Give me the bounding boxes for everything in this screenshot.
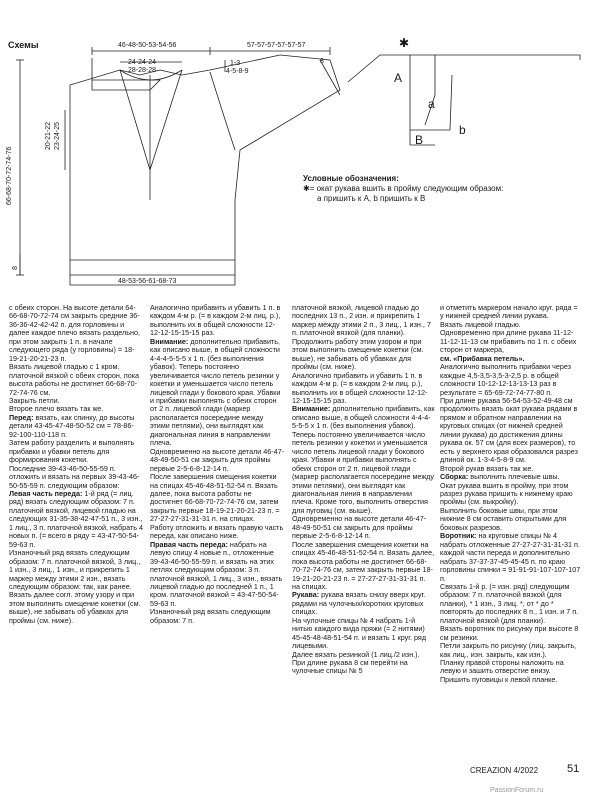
paragraph	[9, 465, 144, 490]
paragraph-text: Продолжить работу этим узором и при этом выполнить смещение кокетки (см. выше), не забывать об убавках для проймы (см. ниже).	[292, 336, 424, 372]
paragraph-text: рукава вязать снизу вверх круг. рядами на чулочных/коротких круговых спицах.	[292, 590, 426, 617]
paragraph-text: Вязать лицевой гладью.	[440, 319, 521, 329]
paragraph-text: При длине рукава 56-54-53-52-49-48 см продолжить вязать окат рукава рядами в прямом и обратном направлении на круговых спицах (от нижней средней линии рукава) до достижения длины рукава ок. 57 см (для всех размеров), то есть у верхнего края образовался разрез длиной ок. 1-3-4-5-8-9 см.	[440, 395, 578, 465]
paragraph-text: Петли закрыть по рисунку (лиц. закрыть, как лиц., изн. закрыть, как изн.).	[440, 641, 577, 659]
armhole-label-2: 23-24-25	[54, 121, 61, 150]
body-outline	[70, 55, 340, 285]
paragraph-heading: Внимание:	[292, 404, 331, 414]
paragraph-text: Последние 39-43-46-50-55-59 п. отложить и вязать на первых 39-43-46-50-55-59 п. следующим образом:	[9, 463, 140, 490]
paragraph	[440, 659, 583, 676]
paragraph	[440, 329, 583, 354]
paragraph	[292, 304, 435, 338]
sleeve-insert-outline	[348, 55, 435, 125]
paragraph-text: Далее вязать резинкой (1 лиц./2 изн.).	[292, 649, 420, 659]
paragraph	[292, 405, 435, 430]
paragraph-heading: Рукава:	[292, 590, 320, 600]
watermark: PassionForum.ru	[490, 787, 544, 794]
paragraph-text: Изнаночный ряд вязать следующим образом: 7 п. платочной вязкой, 3 лиц., 1 изн., 3 лиц., 1 изн., и прикрепить 1 маркер между этими 2 изн., вязать следующим образом: так, как ранее.	[9, 548, 141, 591]
paragraph-text: дополнительно прибавить, как описано выше, в общей сложности 4-4-4-5-5-5 х 1 п. (без выполнения убавок). Теперь постоянно увеличивается число петель резинки у кокетки и уменьшается число петель лицевой глади у бокового края. Убавки и прибавки выполнять с обеих сторон от 2 п. лицевой глади (маркер располагается посередине между этими петлями), они выглядят как диагональная линия в направлении плеча.	[150, 336, 281, 448]
paragraph	[9, 439, 144, 464]
paragraph	[292, 541, 435, 592]
paragraph	[440, 363, 583, 397]
paragraph-heading: Правая часть переда:	[150, 539, 228, 549]
paragraph-text: Второй рукав вязать так же.	[440, 463, 534, 473]
paragraph	[440, 304, 583, 321]
paragraph	[292, 591, 435, 616]
paragraph-text: с обеих сторон. На высоте детали 64-66-68-70-72-74 см закрыть средние 36-36-36-42-42-42 п. для горловины и далее каждое плечо вязать раздельно, при этом закрыть 1 п. в начале следующего ряда (у горловины) = 18-19-21-20-21-23 п.	[9, 303, 140, 363]
paragraph-heading: Воротник:	[440, 531, 477, 541]
paragraph	[150, 473, 285, 524]
paragraph-text: Одновременно при длине рукава 11-12-11-12-11-13 см прибавить по 1 п. с обеих сторон от маркера,	[440, 328, 577, 355]
paragraph	[440, 676, 583, 684]
label-a-lower: a	[428, 97, 435, 111]
paragraph-heading: см. «Прибавка петель».	[440, 353, 525, 363]
rib-height-label: 8	[12, 266, 19, 270]
paragraph-text: на круговые спицы № 4 набрать отложенные 27-27-27-31-31-31 п. каждой части переда и дополнительно набрать 37-37-37-45-45-45 п. по краю горловины спинки = 91-91-91-107-107-107 п.	[440, 531, 581, 583]
paragraph-text: платочной вязкой, лицевой гладью до последних 13 п., 2 изн. и прикрепить 1 маркер между этими 2 п., 3 лиц., 1 изн., 7 п. платочной вязкой (для планки).	[292, 303, 431, 338]
star-marker-icon: ✱	[399, 36, 410, 50]
magazine-name: CREAZION 4/2022	[470, 766, 539, 775]
paragraph-text: вязать, как спинку, до высоты детали 43-45-47-48-50-52 см = 78-86-92-100-110-118 п.	[9, 412, 135, 439]
bottom-width-label: 48-53-56-61-68-73	[118, 278, 177, 285]
paragraph-text: После завершения смещения кокетки на спицах 45-46-48-51-52-54 п. Вязать далее, пока высота работы не достигнет 66-68-70-72-74-76 см, затем закрыть первые 18-19-21-20-21-23 п. = 27-27-27-31-31-31 п. на спицах.	[150, 472, 280, 524]
schematic-title: Схемы	[8, 40, 39, 50]
paragraph-text: Одновременно на высоте детали 46-47-48-49-50-51 см закрыть для проймы первые 2-5-6-8-12-14 п.	[292, 514, 427, 541]
paragraph-text: На чулочные спицы № 4 набрать 1-й нитью каждого вида пряжи (= 2 нитями) 45-45-48-48-51-54 п. и вязать 1 круг. ряд лицевыми.	[292, 615, 427, 651]
paragraph-text: Окат рукава вшить в пройму, при этом разрез рукава пришить к нижнему краю проймы (см. выкройку).	[440, 480, 573, 507]
paragraph-text: При длине рукава 8 см перейти на чулочные спицы № 5	[292, 658, 408, 676]
total-height-label: 66-68-70-72-74-76	[6, 146, 13, 205]
text-column-1	[9, 304, 144, 625]
paragraph	[292, 617, 435, 651]
legend-star-icon: ✱	[303, 184, 310, 193]
paragraph	[9, 414, 144, 439]
paragraph-text: дополнительно прибавить, как описано выше, в общей сложности 4-4-4-5-5-5 х 1 п. (без выполнения убавок).	[292, 404, 435, 431]
paragraph	[9, 549, 144, 591]
paragraph	[440, 625, 583, 642]
paragraph-text: Пришить пуговицы к левой планке.	[440, 674, 558, 684]
paragraph	[150, 448, 285, 473]
paragraph	[440, 642, 583, 659]
armhole-label: 20-21-22	[45, 121, 52, 150]
paragraph-text: Изнаночный ряд вязать следующим образом: 7 п.	[150, 607, 271, 625]
paragraph-heading: Сборка:	[440, 472, 469, 482]
page-number: 51	[567, 763, 580, 775]
text-column-2	[150, 304, 285, 625]
paragraph	[150, 608, 285, 625]
paragraph-heading: Левая часть переда:	[9, 488, 83, 498]
paragraph-text: Планку правой стороны наложить на левую и зашить отверстие внизу.	[440, 658, 564, 676]
paragraph	[292, 515, 435, 540]
paragraph-text: выполнить плечевые швы.	[468, 472, 560, 482]
top-width-label: 46-48-50-53-54-56	[118, 42, 177, 49]
paragraph	[9, 304, 144, 363]
paragraph	[440, 507, 583, 532]
paragraph	[440, 397, 583, 465]
sleeve-width-label: 57-57-57-57-57-57	[247, 42, 306, 49]
paragraph-text: Вязать воротник по рисунку при высоте 8 см резинки.	[440, 624, 579, 642]
paragraph	[150, 304, 285, 338]
paragraph-text: Аналогично прибавить и убавить 1 п. в каждом 4-м р. (= в каждом 2-м лиц. р.), выполнить их в общей сложности 12-12-12-15-15-15 раз.	[150, 303, 281, 338]
paragraph	[292, 372, 435, 406]
paragraph-text: Второе плечо вязать так же.	[9, 404, 104, 414]
paragraph	[150, 338, 285, 448]
neck-depth-label-2: 4-5-8-9	[226, 68, 249, 75]
paragraph-text: Закрыть петли.	[9, 395, 60, 405]
paragraph-text: Вязать лицевой гладью с 1 кром. платочной вязкой с обеих сторон, пока высота работы не достигнет 66-68-70-72-74-76 см.	[9, 362, 140, 397]
text-column-3	[292, 304, 435, 676]
paragraph-text: Связать 1-й р. (= изн. ряд) следующим образом: 7 п. платочной вязкой (для планки), * 1 изн., 3 лиц. *, от * до * повторять до последних 8 п., 1 изн. и 7 п. платочной вязкой (для планки).	[440, 581, 579, 625]
paragraph	[292, 431, 435, 516]
paragraph	[440, 583, 583, 625]
legend-line-1: ✱= окат рукава вшить в пройму следующим образом:	[303, 184, 504, 193]
label-a-upper: A	[394, 71, 403, 85]
paragraph-heading: Внимание:	[150, 336, 189, 346]
neck-width-label-2: 28-28-28	[128, 67, 157, 74]
paragraph	[9, 490, 144, 549]
paragraph-text: набрать на левую спицу 4 новые п., отложенные 39-43-46-50-55-59 п. и вязать на этих петлях следующим образом: 3 п. платочной вязкой, 1 лиц., 3 изн., вязать лицевой гладью до последней 1 п., 1 кром. платочной вязкой = 43-47-50-54-59-63 п.	[150, 539, 283, 608]
paragraph-text: Выполнить боковые швы, при этом нижние 8 см оставить открытыми для боковых разрезов.	[440, 505, 567, 532]
text-column-4	[440, 304, 583, 684]
paragraph-text: и отметить маркером начало круг. ряда = у нижней средней линии рукава.	[440, 303, 578, 321]
paragraph-heading: Перед:	[9, 412, 34, 422]
paragraph-text: Аналогично прибавить и убавить 1 п. в каждом 4-м р. (= в каждом 2-м лиц. р.), выполнить их в общей сложности 12-12-12-15-15-15 раз.	[292, 370, 428, 405]
sleeve-cuff-label: 8	[320, 58, 324, 65]
paragraph	[150, 524, 285, 541]
paragraph	[150, 541, 285, 609]
paragraph	[9, 363, 144, 397]
paragraph-text: Теперь постоянно увеличивается число петель резинки у кокетки и уменьшается число петель лицевой глади у бокового края. Убавки и прибавки выполнять с обеих сторон от 2 п. лицевой глади (маркер располагается посередине между этими петлями), они выглядят как диагональная линия в направлении плеча. Кроме того, выполнить отверстия для пуговиц (см. выше).	[292, 429, 434, 515]
paragraph	[292, 338, 435, 372]
paragraph	[9, 591, 144, 625]
label-b-lower: b	[459, 123, 466, 137]
paragraph-text: Аналогично выполнить прибавки через каждые 4,5-3,5-3,5-3-2,5 р. в общей сложности 10-12-12-13-13-13 раз в результате = 65-69-72-74-77-80 п.	[440, 362, 572, 397]
paragraph-text: 1-й ряд (= лиц. ряд) вязать следующим образом: 7 п. платочной вязкой, лицевой гладью на следующих 31-35-38-42-47-51 п., 3 изн., 1 лиц., 3 п. платочной вязкой, набрать 4 новых п. (= всего в ряду = 43-47-50-54-59-63 п.	[9, 488, 143, 549]
neck-width-label: 24-24-24	[128, 59, 157, 66]
paragraph	[292, 659, 435, 676]
legend-title: Условные обозначения:	[303, 174, 399, 183]
paragraph-text: Работу отложить и вязать правую часть переда, как описано ниже.	[150, 522, 284, 541]
paragraph-text: Одновременно на высоте детали 46-47-48-49-50-51 см закрыть для проймы первые 2-5-6-8-12-14 п.	[150, 446, 285, 473]
paragraph-text: После завершения смещения кокетки на спицах 45-46-48-51-52-54 п. Вязать далее, пока высота работы не достигнет 66-68-70-72-74-76 см, затем закрыть первые 18-19-21-20-21-23 п. = 27-27-27-31-31-31 п. на спицах.	[292, 539, 435, 591]
paragraph	[440, 532, 583, 583]
paragraph	[440, 482, 583, 507]
paragraph-text: Затем работу разделить и выполнять прибавки и убавки петель для формирования кокетки.	[9, 438, 135, 465]
legend-line-2: а пришить к A, b пришить к B	[317, 194, 426, 203]
legend	[303, 174, 503, 204]
neck-depth-label: 1-3	[230, 60, 241, 67]
label-b-upper: B	[415, 133, 424, 147]
paragraph-text: Вязать далее согл. этому узору и при этом выполнить смещение кокетки (см. выше), не забывать об убавках для проймы (см. ниже).	[9, 590, 141, 625]
